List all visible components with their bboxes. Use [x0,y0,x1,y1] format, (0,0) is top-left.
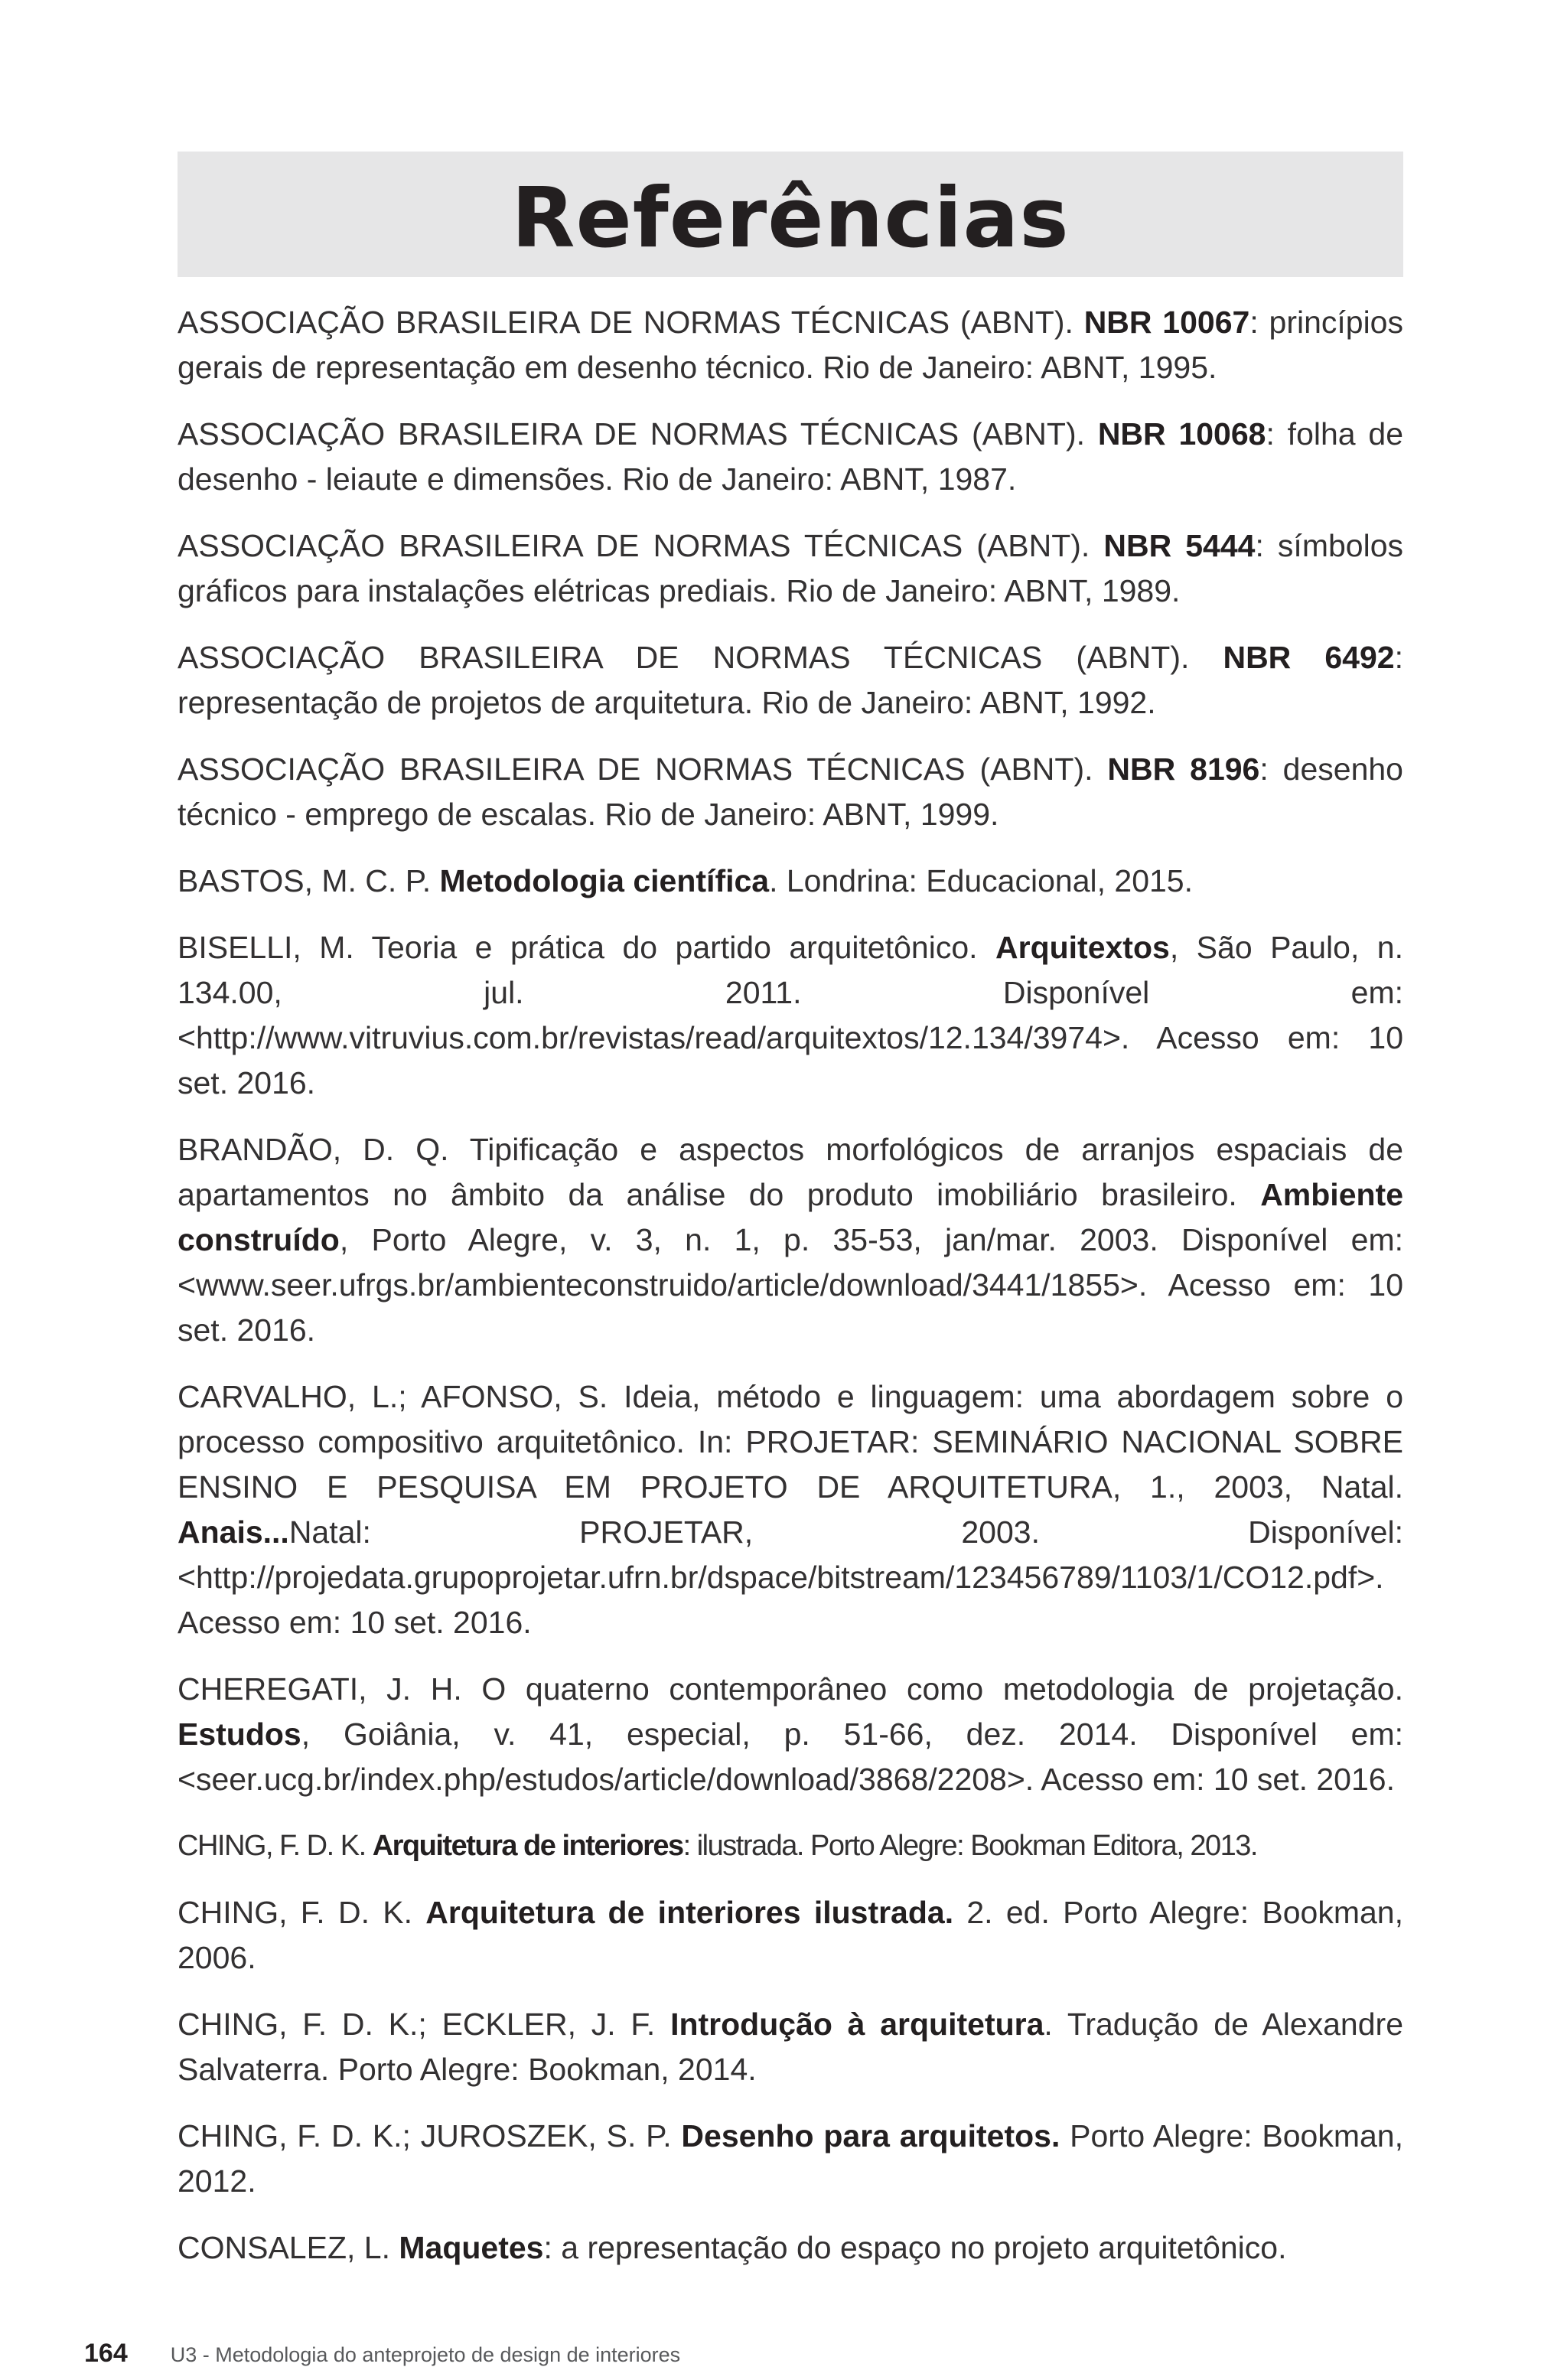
reference-text: CHING, F. D. K.; JUROSZEK, S. P. [178,2118,682,2153]
reference-text: BRANDÃO, D. Q. Tipificação e aspectos morfológicos de arranjos espaciais de apartamentos no âmbito da análise do produto imobiliário brasileiro. [178,1132,1403,1212]
reference-text: : desenho técnico - emprego de escalas. Rio de Janeiro: ABNT, 1999. [178,751,1403,832]
reference-item [178,747,1403,837]
page-number: 164 [84,2339,128,2368]
reference-bold-title: Arquitetura de interiores [372,1830,683,1862]
reference-text: 2. ed. Porto Alegre: Bookman, 2006. [178,1895,1403,1975]
reference-text: CONSALEZ, L. [178,2230,399,2265]
reference-bold-title: NBR 5444 [1103,528,1256,563]
reference-text: , Goiânia, v. 41, especial, p. 51-66, dez. 2014. Disponível em: <seer.ucg.br/index.php/estudos/article/download/3868/2208>. Acesso em: 10 set. 2016. [178,1717,1403,1797]
reference-bold-title: NBR 8196 [1107,751,1260,787]
reference-item [178,412,1403,502]
reference-text: : folha de desenho - leiaute e dimensões. Rio de Janeiro: ABNT, 1987. [178,416,1404,497]
reference-item [178,523,1403,614]
reference-text: CARVALHO, L.; AFONSO, S. Ideia, método e linguagem: uma abordagem sobre o processo compositivo arquitetônico. In: PROJETAR: SEMINÁRIO NACIONAL SOBRE ENSINO E PESQUISA EM PROJETO DE ARQUITETURA, 1., 2003, Natal. [178,1379,1403,1505]
reference-text: , Porto Alegre, v. 3, n. 1, p. 35-53, jan/mar. 2003. Disponível em: <www.seer.ufrgs.br/ambienteconstruido/article/download/3441/1855>. Acesso em: 10 set. 2016. [178,1222,1403,1348]
reference-bold-title: Desenho para arquitetos. [681,2118,1060,2153]
reference-item [178,1824,1403,1869]
reference-item [178,635,1403,725]
reference-item [178,1667,1403,1802]
reference-text: . Londrina: Educacional, 2015. [769,863,1193,898]
reference-text: ASSOCIAÇÃO BRASILEIRA DE NORMAS TÉCNICAS (ABNT). [178,751,1108,787]
reference-bold-title: Metodologia científica [439,863,770,898]
reference-text: . Tradução de Alexandre Salvaterra. Porto Alegre: Bookman, 2014. [178,2007,1403,2087]
reference-bold-title: NBR 10068 [1097,416,1266,452]
reference-item [178,300,1403,390]
reference-bold-title: Arquitextos [995,930,1170,965]
reference-text: , São Paulo, n. 134.00, jul. 2011. Disponível em: <http://www.vitruvius.com.br/revistas/read/arquitextos/12.134/3974>. Acesso em: 10 set. 2016. [178,930,1403,1100]
reference-item [178,1127,1403,1353]
reference-text: : representação de projetos de arquitetura. Rio de Janeiro: ABNT, 1992. [178,640,1404,720]
reference-text: : princípios gerais de representação em desenho técnico. Rio de Janeiro: ABNT, 1995. [178,305,1403,385]
page-title: Referências [511,171,1070,266]
reference-text: : a representação do espaço no projeto arquitetônico. [543,2230,1287,2265]
reference-text: CHING, F. D. K. [178,1895,426,1930]
reference-bold-title: Estudos [178,1717,301,1752]
reference-item [178,1890,1403,1981]
reference-bold-title: Maquetes [399,2230,544,2265]
reference-text: : ilustrada. Porto Alegre: Bookman Editora, 2013. [683,1830,1257,1862]
reference-item [178,859,1403,904]
reference-item [178,1374,1403,1645]
reference-text: Porto Alegre: Bookman, 2012. [178,2118,1403,2199]
reference-item [178,2114,1403,2204]
reference-item [178,925,1403,1106]
reference-text: ASSOCIAÇÃO BRASILEIRA DE NORMAS TÉCNICAS (ABNT). [178,528,1104,563]
reference-bold-title: Ambiente construído [178,1177,1403,1257]
reference-item [178,2002,1403,2092]
reference-bold-title: NBR 6492 [1223,640,1395,675]
reference-bold-title: NBR 10067 [1083,305,1250,340]
reference-text: ASSOCIAÇÃO BRASILEIRA DE NORMAS TÉCNICAS (ABNT). [178,416,1098,452]
reference-list [178,300,1403,2292]
reference-text: CHING, F. D. K.; ECKLER, J. F. [178,2007,671,2042]
reference-text: CHEREGATI, J. H. O quaterno contemporâneo como metodologia de projetação. [178,1671,1403,1707]
reference-bold-title: Anais... [178,1514,289,1550]
reference-text: Natal: PROJETAR, 2003. Disponível: <http://projedata.grupoprojetar.ufrn.br/dspace/bitstream/123456789/1103/1/CO12.pdf>. Acesso em: 10 set. 2016. [178,1514,1403,1640]
reference-text: ASSOCIAÇÃO BRASILEIRA DE NORMAS TÉCNICAS (ABNT). [178,640,1223,675]
reference-text: BASTOS, M. C. P. [178,863,440,898]
reference-text: : símbolos gráficos para instalações elétricas prediais. Rio de Janeiro: ABNT, 1989. [178,528,1403,608]
reference-bold-title: Introdução à arquitetura [670,2007,1044,2042]
title-banner [178,152,1403,277]
reference-text: ASSOCIAÇÃO BRASILEIRA DE NORMAS TÉCNICAS (ABNT). [178,305,1084,340]
running-title: U3 - Metodologia do anteprojeto de design de interiores [170,2343,681,2366]
reference-bold-title: Arquitetura de interiores ilustrada. [425,1895,954,1930]
reference-text: CHING, F. D. K. [178,1830,373,1862]
reference-item [178,2225,1403,2271]
page-footer [84,2339,680,2369]
reference-text: BISELLI, M. Teoria e prática do partido arquitetônico. [178,930,995,965]
